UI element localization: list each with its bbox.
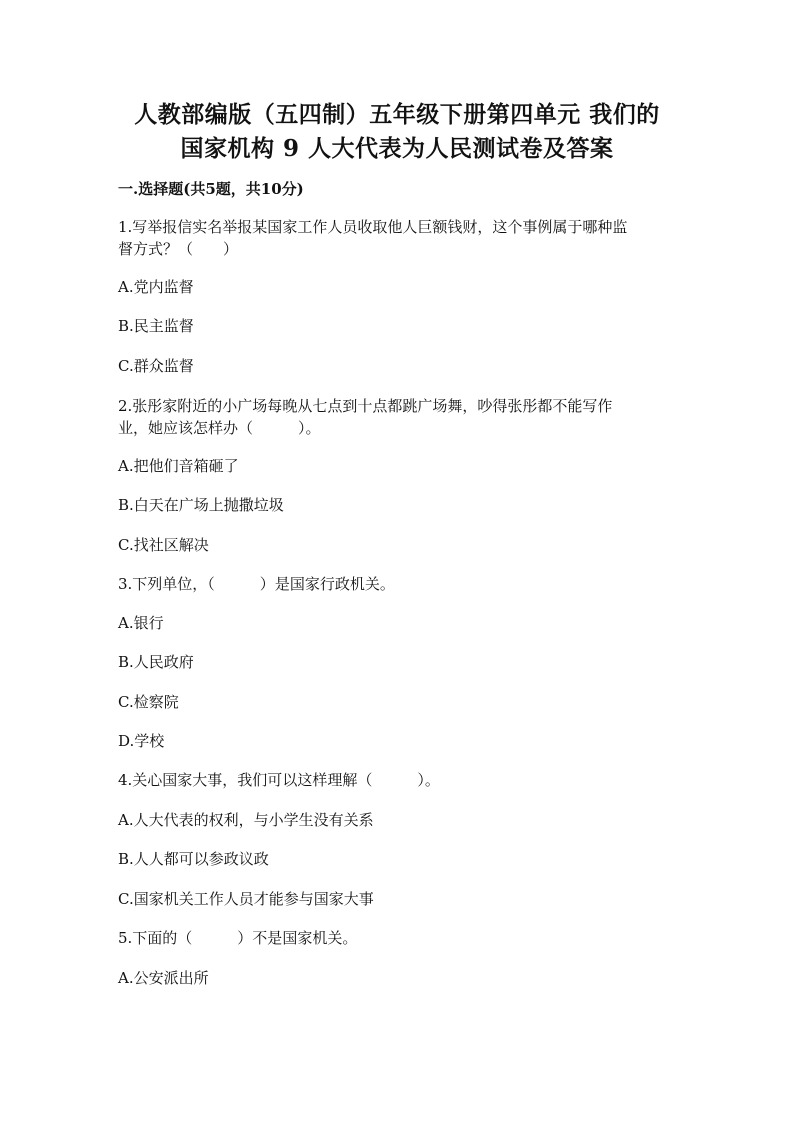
question-4-option-a: A.人大代表的权利，与小学生没有关系: [118, 811, 374, 829]
question-4-stem: 4.关心国家大事，我们可以这样理解（ ）。: [118, 771, 440, 789]
question-2-option-b: B.白天在广场上抛撒垃圾: [118, 496, 284, 514]
question-5-option-a: A.公安派出所: [118, 969, 209, 987]
question-4-option-b: B.人人都可以参政议政: [118, 850, 269, 868]
question-2-stem-line-1: 2.张彤家附近的小广场每晚从七点到十点都跳广场舞，吵得张彤都不能写作: [118, 397, 613, 415]
question-3-option-c: C.检察院: [118, 693, 179, 711]
question-2-option-c: C.找社区解决: [118, 536, 209, 554]
question-1-option-a: A.党内监督: [118, 278, 194, 296]
question-1-option-c: C.群众监督: [118, 357, 194, 375]
question-4-option-c: C.国家机关工作人员才能参与国家大事: [118, 890, 374, 908]
document-title-line-2: 国家机构 9 人大代表为人民测试卷及答案: [180, 135, 614, 162]
section-heading: 一.选择题(共5题，共10分): [118, 180, 304, 198]
question-1-option-b: B.民主监督: [118, 317, 194, 335]
document-title-line-1: 人教部编版（五四制）五年级下册第四单元 我们的: [134, 101, 660, 128]
question-5-stem: 5.下面的（ ）不是国家机关。: [118, 929, 358, 947]
question-2-option-a: A.把他们音箱砸了: [118, 457, 239, 475]
question-1-stem-line-1: 1.写举报信实名举报某国家工作人员收取他人巨额钱财，这个事例属于哪种监: [118, 218, 628, 236]
question-2-stem-line-2: 业，她应该怎样办（ ）。: [118, 419, 321, 437]
question-3-option-b: B.人民政府: [118, 653, 194, 671]
question-1-stem-line-2: 督方式？（ ）: [118, 240, 239, 258]
question-3-option-d: D.学校: [118, 732, 165, 750]
question-3-stem: 3.下列单位，（ ）是国家行政机关。: [118, 575, 395, 593]
question-3-option-a: A.银行: [118, 614, 164, 632]
